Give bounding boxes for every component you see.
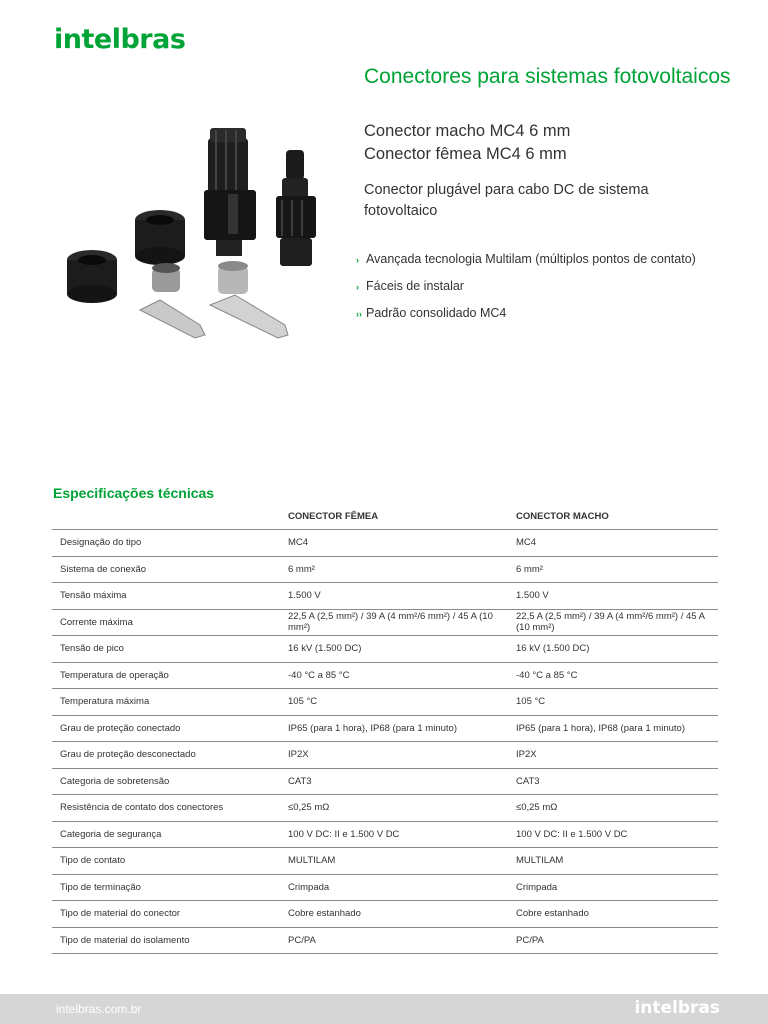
feature-item: ›› Padrão consolidado MC4 [356,306,507,320]
column-header-male: CONECTOR MACHO [516,504,718,530]
spec-female-cell: Cobre estanhado [288,901,516,928]
spec-female-cell: 1.500 V [288,583,516,610]
spec-female-cell: Crimpada [288,874,516,901]
spec-female-cell: MC4 [288,530,516,557]
spec-male-cell: -40 °C a 85 °C [516,662,718,689]
table-row [52,742,718,769]
spec-label-cell: Tensão de pico [52,636,288,663]
spec-male-cell: 6 mm² [516,556,718,583]
spec-label-cell: Temperatura máxima [52,689,288,716]
table-row [52,689,718,716]
subtitle-female: Conector fêmea MC4 6 mm [364,145,567,163]
spec-female-cell: 105 °C [288,689,516,716]
spec-male-cell: ≤0,25 mΩ [516,795,718,822]
spec-male-cell: MULTILAM [516,848,718,875]
spec-male-cell: MC4 [516,530,718,557]
table-row [52,583,718,610]
chevron-right-icon: › [356,282,359,292]
table-row [52,662,718,689]
table-row [52,795,718,822]
spec-male-cell: 22,5 A (2,5 mm²) / 39 A (4 mm²/6 mm²) / 45 A (10 mm²) [516,609,718,636]
table-row [52,901,718,928]
spec-male-cell: IP65 (para 1 hora), IP68 (para 1 minuto) [516,715,718,742]
spec-male-cell: CAT3 [516,768,718,795]
spec-label-cell: Tensão máxima [52,583,288,610]
specs-table-body [52,530,718,954]
spec-label-cell: Resistência de contato dos conectores [52,795,288,822]
feature-item: › Fáceis de instalar [356,279,464,293]
spec-label-cell: Grau de proteção desconectado [52,742,288,769]
table-row [52,530,718,557]
footer-url[interactable]: intelbras.com.br [56,1002,142,1016]
spec-female-cell: PC/PA [288,927,516,954]
table-row [52,636,718,663]
table-row [52,927,718,954]
spec-label-cell: Grau de proteção conectado [52,715,288,742]
spec-label-cell: Sistema de conexão [52,556,288,583]
spec-label-cell: Tipo de material do isolamento [52,927,288,954]
spec-male-cell: Crimpada [516,874,718,901]
spec-label-cell: Categoria de segurança [52,821,288,848]
feature-list [356,252,696,333]
spec-male-cell: PC/PA [516,927,718,954]
spec-male-cell: Cobre estanhado [516,901,718,928]
subtitle-male: Conector macho MC4 6 mm [364,122,571,140]
spec-label-cell: Tipo de contato [52,848,288,875]
table-row [52,715,718,742]
seals-illustration [152,261,248,294]
product-description: Conector plugável para cabo DC de sistema fotovoltaico [364,182,649,219]
spec-female-cell: -40 °C a 85 °C [288,662,516,689]
spec-female-cell: IP2X [288,742,516,769]
spec-label-cell: Tipo de material do conector [52,901,288,928]
spec-label-cell: Tipo de terminação [52,874,288,901]
table-row [52,821,718,848]
spec-label-cell: Designação do tipo [52,530,288,557]
spec-female-cell: 16 kV (1.500 DC) [288,636,516,663]
table-row [52,874,718,901]
specs-table [52,504,718,954]
spec-female-cell: 100 V DC: II e 1.500 V DC [288,821,516,848]
table-row [52,848,718,875]
table-row [52,556,718,583]
column-header-label [52,504,288,530]
spec-label-cell: Categoria de sobretensão [52,768,288,795]
spec-male-cell: 105 °C [516,689,718,716]
spec-male-cell: 16 kV (1.500 DC) [516,636,718,663]
feature-item: › Avançada tecnologia Multilam (múltiplos pontos de contato) [356,252,696,266]
footer-logo: intelbras [634,998,720,1018]
product-image-connectors [60,120,340,350]
spec-female-cell: 22,5 A (2,5 mm²) / 39 A (4 mm²/6 mm²) / 45 A (10 mm²) [288,609,516,636]
spec-female-cell: CAT3 [288,768,516,795]
spec-female-cell: MULTILAM [288,848,516,875]
page-title: Conectores para sistemas fotovoltaicos [364,65,731,88]
table-header-row [52,504,718,530]
male-connector-illustration [276,150,316,266]
spec-label-cell: Corrente máxima [52,609,288,636]
specs-title: Especificações técnicas [53,485,215,501]
spec-female-cell: ≤0,25 mΩ [288,795,516,822]
spec-female-cell: IP65 (para 1 hora), IP68 (para 1 minuto) [288,715,516,742]
spec-male-cell: 1.500 V [516,583,718,610]
spec-male-cell: IP2X [516,742,718,769]
brand-logo: intelbras [54,24,186,55]
spec-female-cell: 6 mm² [288,556,516,583]
metal-contacts-illustration [140,295,288,338]
table-row [52,768,718,795]
footer [0,994,768,1024]
female-connector-illustration [204,128,256,256]
spec-male-cell: 100 V DC: II e 1.500 V DC [516,821,718,848]
table-row [52,609,718,636]
chevron-right-icon: › [356,255,359,265]
column-header-female: CONECTOR FÊMEA [288,504,516,530]
spec-label-cell: Temperatura de operação [52,662,288,689]
double-chevron-right-icon: ›› [356,309,362,319]
